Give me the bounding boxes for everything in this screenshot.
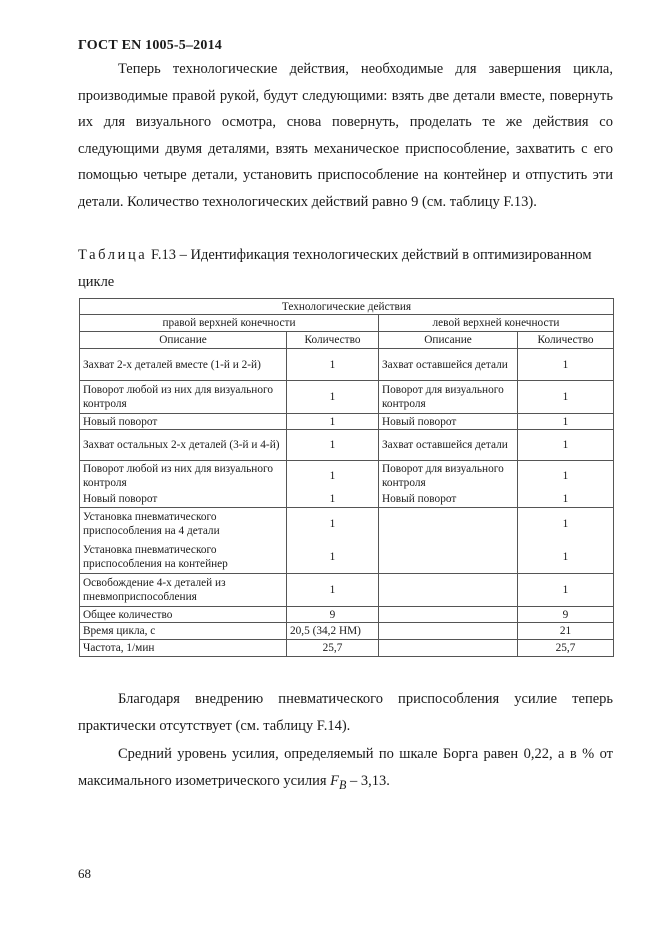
cycle-label: Время цикла, с [80, 623, 287, 640]
cell-right-desc: Новый поворот [80, 414, 287, 430]
table-header-right-limb: правой верхней конечности [80, 315, 379, 332]
cell-right-qty: 1 [287, 430, 379, 461]
table-row [80, 574, 614, 607]
freq-left: 25,7 [518, 640, 614, 657]
table-row [80, 414, 614, 430]
caption-label: Таблица [78, 247, 148, 263]
force-subscript: B [339, 777, 347, 792]
cell-left-qty: 1 [518, 541, 614, 574]
cell-left-desc: Захват оставшейся детали [379, 430, 518, 461]
col-header-desc-right: Описание [80, 332, 287, 349]
table-row [80, 492, 614, 508]
cell-left-qty: 1 [518, 492, 614, 508]
cell-left-qty: 1 [518, 430, 614, 461]
table-row [80, 508, 614, 541]
col-header-qty-left: Количество [518, 332, 614, 349]
cell-right-qty: 1 [287, 461, 379, 492]
table-caption [78, 242, 613, 296]
paragraph-text [78, 741, 613, 798]
cell-left-desc [379, 541, 518, 574]
cycle-left: 21 [518, 623, 614, 640]
force-text: Средний уровень усилия, определяемый по шкале Борга равен 0,22, а в % от максимального изометрического усилия [78, 746, 613, 789]
cell-left-qty: 1 [518, 574, 614, 607]
cell-right-qty: 1 [287, 492, 379, 508]
col-header-desc-left: Описание [379, 332, 518, 349]
cell-right-desc: Захват 2-х деталей вместе (1-й и 2-й) [80, 349, 287, 381]
cell-right-qty: 1 [287, 349, 379, 381]
table-row-total [80, 607, 614, 623]
table-header-top: Технологические действия [80, 299, 614, 315]
cell-right-qty: 1 [287, 574, 379, 607]
cell-left-desc: Поворот для визуального контроля [379, 461, 518, 492]
table-row [80, 381, 614, 414]
cell-left-desc [379, 574, 518, 607]
cell-left-desc: Захват оставшейся детали [379, 349, 518, 381]
cell-left-qty: 1 [518, 414, 614, 430]
cell-left-qty: 1 [518, 349, 614, 381]
cell-right-desc: Установка пневматического приспособления на контейнер [80, 541, 287, 574]
table-row [80, 430, 614, 461]
freq-right: 25,7 [287, 640, 379, 657]
cell-left-qty: 1 [518, 381, 614, 414]
cell-right-desc: Захват остальных 2-х деталей (3-й и 4-й) [80, 430, 287, 461]
total-left: 9 [518, 607, 614, 623]
cell-right-qty: 1 [287, 541, 379, 574]
cycle-right: 20,5 (34,2 НМ) [287, 623, 379, 640]
total-label: Общее количество [80, 607, 287, 623]
standard-title: ГОСТ EN 1005-5–2014 [78, 38, 222, 53]
cell-left-qty: 1 [518, 508, 614, 541]
cell-right-desc: Освобождение 4-х деталей из пневмоприспособления [80, 574, 287, 607]
table-row [80, 349, 614, 381]
table-header-left-limb: левой верхней конечности [379, 315, 614, 332]
caption-text: F.13 – Идентификация технологических действий в оптимизированном цикле [78, 247, 592, 290]
cell-right-qty: 1 [287, 414, 379, 430]
force-symbol: F [330, 772, 340, 789]
force-value: – 3,13. [346, 772, 390, 789]
paragraph-actions [78, 56, 613, 215]
cell-right-desc: Поворот любой из них для визуального контроля [80, 461, 287, 492]
table-row-frequency [80, 640, 614, 657]
col-header-qty-right: Количество [287, 332, 379, 349]
cell-left-desc: Поворот для визуального контроля [379, 381, 518, 414]
cell-right-desc: Установка пневматического приспособления на 4 детали [80, 508, 287, 541]
actions-table [79, 298, 614, 657]
cell-left-qty: 1 [518, 461, 614, 492]
cell-left-desc: Новый поворот [379, 492, 518, 508]
page-number: 68 [78, 866, 91, 881]
total-right: 9 [287, 607, 379, 623]
paragraph-pneumatic [78, 686, 613, 739]
cell-right-qty: 1 [287, 508, 379, 541]
table-row [80, 541, 614, 574]
cell-right-qty: 1 [287, 381, 379, 414]
cell-right-desc: Поворот любой из них для визуального контроля [80, 381, 287, 414]
cell-right-desc: Новый поворот [80, 492, 287, 508]
table-row-cycle-time [80, 623, 614, 640]
paragraph-force [78, 741, 613, 798]
cell-left-desc [379, 508, 518, 541]
freq-label: Частота, 1/мин [80, 640, 287, 657]
paragraph-text: Теперь технологические действия, необходимые для завершения цикла, производимые правой рукой, будут следующими: взять две детали вместе, повернуть их для визуального осмотра, снова повернуть, проделать те же действия со следующими двумя деталями, взять механическое приспособление, захватить с его помощью четыре детали, установить приспособление на контейнер и отпустить эти детали. Количество технологических действий равно 9 (см. таблицу F.13). [78, 61, 613, 210]
paragraph-text: Благодаря внедрению пневматического приспособления усилие теперь практически отсутствует (см. таблицу F.14). [78, 691, 613, 734]
table-row [80, 461, 614, 492]
cell-left-desc: Новый поворот [379, 414, 518, 430]
